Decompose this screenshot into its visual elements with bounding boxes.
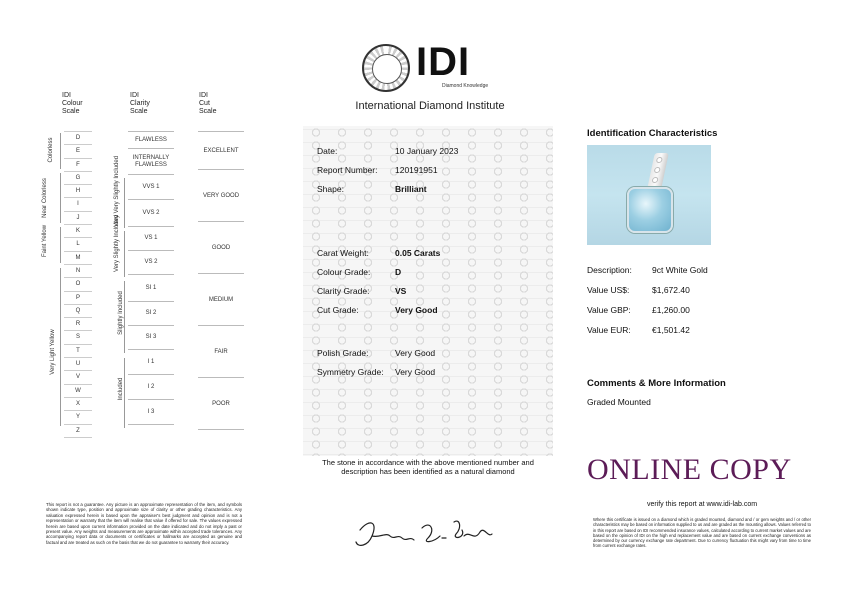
colour-letter: Y (64, 411, 92, 424)
disclaimer-right: Where this certificate is issued on a diamond which is graded mounted, diamond and / or gem weights and / or other characteristics may be based on information supplied to us and are graded as the mounting allows. Values referred to in this report are based on IDI recommended insurance values, calculated according to current market values and are based on the opinion of IDI on the high end replacement value and are based on current exchange conversions as determined by our currency exchange rate department. Due to currency fluctuation this might vary from time to time from current exchange rates. (593, 517, 811, 549)
colour-scale-heading (62, 92, 83, 116)
colour-group-colorless: Colorless (48, 137, 54, 163)
row-value: Very Good (395, 305, 438, 315)
row-label: Symmetry Grade: (317, 367, 384, 377)
clarity-scale (128, 131, 174, 425)
cut-grade: EXCELLENT (198, 132, 244, 170)
cut-head-line: Scale (199, 108, 217, 115)
pendant-bail-icon (647, 153, 669, 189)
colour-group-very-light-yellow: Very Light Yellow (50, 329, 56, 375)
clarity-scale-heading (130, 92, 150, 116)
clarity-grade: I 3 (128, 400, 174, 425)
colour-letter: E (64, 145, 92, 158)
row-label: Shape: (317, 184, 344, 194)
row-value: 10 January 2023 (395, 146, 459, 156)
row-value: Brilliant (395, 184, 427, 194)
colour-group-faint-yellow: Faint Yellow (42, 224, 48, 257)
clarity-grade: I 2 (128, 375, 174, 400)
row-value: Very Good (395, 348, 436, 358)
diamond-dot-icon (654, 167, 661, 173)
colour-letter: F (64, 159, 92, 172)
row-label: Carat Weight: (317, 248, 369, 258)
colour-letter: S (64, 331, 92, 344)
colour-letter: D (64, 132, 92, 145)
clarity-group-vsi: Very Slightly Included (114, 214, 120, 272)
row-value: VS (395, 286, 407, 296)
clarity-group-bracket (124, 281, 125, 353)
idi-logo (362, 40, 502, 94)
cut-scale-heading (199, 92, 217, 116)
report-row-cut (317, 305, 438, 315)
desc-row-gbp (587, 305, 690, 315)
row-value: 0.05 Carats (395, 248, 441, 258)
report-row-clarity (317, 286, 406, 296)
clarity-head-line: Clarity (130, 100, 150, 107)
colour-letter: O (64, 278, 92, 291)
colour-letter: G (64, 172, 92, 185)
disclaimer-left: This report is not a guarantee. Any picture is an approximate representation of the item, and symbols shown indicate type, position and approximate size of clarity or other grading characteristics. Any valuation expressed herein is based upon the appraiser's best judgment and opinion and is not a representation or warranty that the item will realise that value if offered for sale. The values expressed herein are based upon current information provided on the date indicated and do not imply a past or present value. Any weights and measurements are approximate within accepted trade tolerances. Any accompanying report data or documents or certificates or hallmarks are accepted as genuine and factual and are treated as such on the basis that we do not guarantee to warranty their accuracy. (46, 502, 242, 545)
row-value: €1,501.42 (652, 325, 690, 335)
colour-letter: K (64, 225, 92, 238)
clarity-group-si: Slightly Included (118, 291, 124, 335)
colour-head-line: Scale (62, 108, 80, 115)
colour-letter: L (64, 238, 92, 251)
colour-letter: N (64, 265, 92, 278)
cut-grade: POOR (198, 378, 244, 430)
colour-head-line: Colour (62, 100, 83, 107)
logo-subtitle: Diamond Knowledge (442, 83, 489, 89)
colour-letter: J (64, 212, 92, 225)
clarity-head-line: Scale (130, 108, 148, 115)
colour-letter: V (64, 371, 92, 384)
clarity-grade: VVS 2 (128, 200, 174, 227)
clarity-group-bracket (124, 231, 125, 277)
row-label: Date: (317, 146, 338, 156)
cut-scale (198, 131, 244, 430)
colour-letter: R (64, 318, 92, 331)
row-label: Cut Grade: (317, 305, 359, 315)
comments-title: Comments & More Information (587, 378, 726, 389)
clarity-grade: INTERNALLY FLAWLESS (128, 149, 174, 175)
clarity-grade: I 1 (128, 350, 174, 375)
colour-letter: W (64, 385, 92, 398)
colour-letter: P (64, 292, 92, 305)
clarity-grade: FLAWLESS (128, 132, 174, 149)
clarity-head-line: IDI (130, 92, 139, 99)
desc-row-usd (587, 285, 690, 295)
row-value: 120191951 (395, 165, 438, 175)
colour-letter: X (64, 398, 92, 411)
report-panel (303, 126, 553, 456)
row-label: Clarity Grade: (317, 286, 370, 296)
colour-group-bracket (60, 227, 61, 263)
clarity-grade: SI 1 (128, 275, 174, 302)
report-row-polish (317, 348, 435, 358)
report-row-number (317, 165, 438, 175)
clarity-grade: VS 1 (128, 227, 174, 251)
diamond-dot-icon (651, 177, 658, 183)
diamond-dot-icon (656, 157, 663, 163)
cut-grade: MEDIUM (198, 274, 244, 326)
colour-head-line: IDI (62, 92, 71, 99)
row-label: Value GBP: (587, 305, 631, 315)
colour-group-bracket (60, 268, 61, 426)
row-label: Polish Grade: (317, 348, 369, 358)
report-row-colour (317, 267, 401, 277)
clarity-group-bracket (124, 178, 125, 228)
desc-row-description (587, 265, 708, 275)
cut-grade: GOOD (198, 222, 244, 274)
cut-grade: FAIR (198, 326, 244, 378)
colour-group-bracket (60, 133, 61, 169)
clarity-grade: VS 2 (128, 251, 174, 275)
row-value: £1,260.00 (652, 305, 690, 315)
row-label: Value EUR: (587, 325, 631, 335)
colour-letter: U (64, 358, 92, 371)
colour-letter: H (64, 185, 92, 198)
colour-group-near-colorless: Near Colorless (42, 178, 48, 218)
clarity-grade: VVS 1 (128, 175, 174, 200)
report-row-symmetry (317, 367, 435, 377)
identification-title: Identification Characteristics (587, 128, 718, 139)
logo-text: IDI (416, 40, 471, 84)
desc-row-eur (587, 325, 690, 335)
clarity-grade: SI 2 (128, 302, 174, 326)
report-row-carat (317, 248, 440, 258)
clarity-group-vvsi: Very Very Slightly Included (114, 155, 120, 227)
stone-identification-note: The stone in accordance with the above mentioned number and description has been identified as a natural diamond (322, 458, 534, 476)
report-row-date (317, 146, 458, 156)
verify-link-text: verify this report at www.idi-lab.com (646, 501, 758, 508)
row-value: 9ct White Gold (652, 265, 708, 275)
row-value: D (395, 267, 402, 277)
clarity-group-included: Included (118, 377, 124, 401)
aquamarine-gem-icon (627, 187, 673, 233)
colour-letter: Q (64, 305, 92, 318)
row-label: Value US$: (587, 285, 630, 295)
colour-group-bracket (60, 173, 61, 223)
row-label: Description: (587, 265, 632, 275)
online-copy-stamp: ONLINE COPY (587, 453, 792, 486)
cut-head-line: Cut (199, 100, 210, 107)
cut-grade: VERY GOOD (198, 170, 244, 222)
cut-head-line: IDI (199, 92, 208, 99)
row-label: Colour Grade: (317, 267, 371, 277)
institute-name: International Diamond Institute (355, 100, 505, 112)
pendant-photo (587, 145, 711, 245)
row-value: Very Good (395, 367, 436, 377)
colour-letter: M (64, 252, 92, 265)
comments-value: Graded Mounted (587, 397, 651, 407)
colour-letter: I (64, 198, 92, 211)
report-row-shape (317, 184, 427, 194)
clarity-group-bracket (124, 358, 125, 428)
diamond-logo-icon (362, 44, 410, 92)
signature-icon (350, 508, 500, 558)
colour-scale (64, 131, 92, 438)
row-label: Report Number: (317, 165, 378, 175)
colour-letter: T (64, 345, 92, 358)
row-value: $1,672.40 (652, 285, 690, 295)
clarity-grade: SI 3 (128, 326, 174, 350)
colour-letter: Z (64, 425, 92, 438)
